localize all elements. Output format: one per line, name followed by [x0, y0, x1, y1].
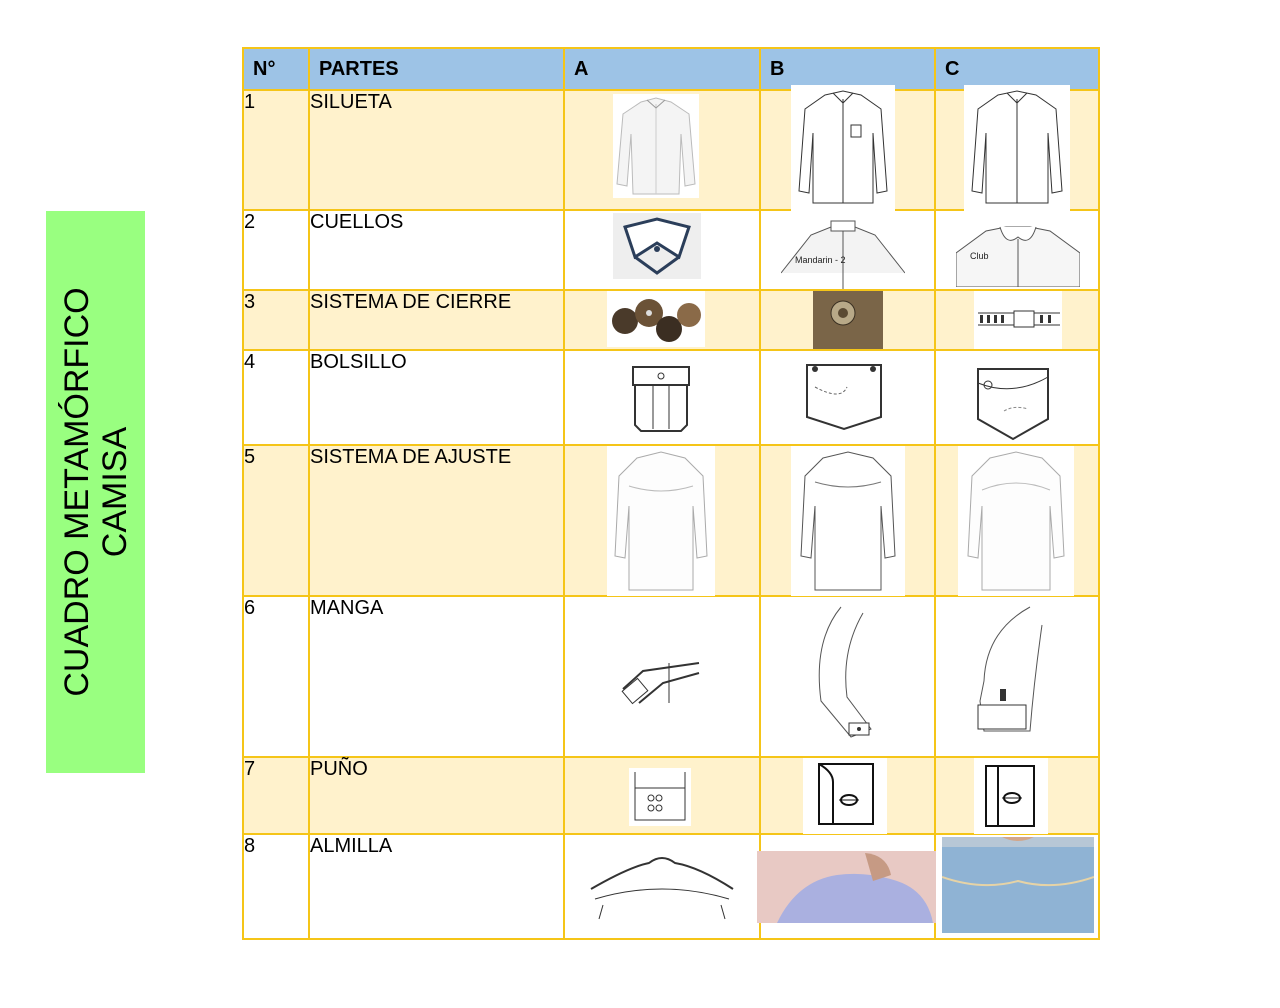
shirt-back-icon — [958, 446, 1074, 596]
metamorphic-table — [242, 47, 1100, 940]
cell-b — [760, 350, 935, 445]
cell-b — [760, 757, 935, 834]
snap-button-icon — [813, 291, 883, 349]
table-row — [243, 834, 1099, 939]
cuff-icon — [974, 758, 1048, 834]
table-row — [243, 290, 1099, 350]
sleeve-icon — [801, 601, 891, 753]
cell-a — [564, 757, 760, 834]
cell-b — [760, 210, 935, 290]
cuff-icon — [803, 758, 887, 834]
yoke-photo-icon — [942, 837, 1094, 933]
row-part: CUELLOS — [309, 210, 564, 290]
cell-c — [935, 757, 1099, 834]
shirt-photo-icon — [613, 94, 699, 198]
cell-b — [760, 834, 935, 939]
row-number: 5 — [243, 445, 309, 596]
pocket-icon — [631, 363, 691, 433]
yoke-sketch-icon — [589, 849, 735, 921]
row-number: 6 — [243, 596, 309, 757]
cuff-icon — [629, 768, 691, 826]
row-part: MANGA — [309, 596, 564, 757]
header-num: N° — [243, 48, 309, 90]
cell-c — [935, 445, 1099, 596]
row-part: BOLSILLO — [309, 350, 564, 445]
cell-a — [564, 90, 760, 210]
cell-a — [564, 445, 760, 596]
club-collar-icon — [956, 217, 1080, 287]
row-number: 2 — [243, 210, 309, 290]
table-row — [243, 445, 1099, 596]
cell-b — [760, 596, 935, 757]
header-a: A — [564, 48, 760, 90]
cell-c — [935, 290, 1099, 350]
yoke-photo-icon — [757, 851, 941, 923]
pocket-icon — [974, 363, 1052, 443]
sleeve-cuff-icon — [619, 653, 703, 709]
collar-icon — [613, 213, 701, 279]
header-parts: PARTES — [309, 48, 564, 90]
cell-c — [935, 90, 1099, 210]
shirt-back-icon — [791, 446, 905, 596]
cell-a — [564, 290, 760, 350]
table-row — [243, 596, 1099, 757]
shirt-sketch-icon — [791, 85, 895, 211]
cell-c — [935, 210, 1099, 290]
shirt-sketch-icon — [964, 85, 1070, 211]
row-number: 8 — [243, 834, 309, 939]
cell-a — [564, 210, 760, 290]
side-title-line-2: CAMISA — [95, 426, 134, 558]
collar-b-label: Mandarin - 2 — [795, 255, 846, 265]
row-part: SILUETA — [309, 90, 564, 210]
row-number: 4 — [243, 350, 309, 445]
cell-b — [760, 290, 935, 350]
sleeve-icon — [970, 601, 1066, 751]
row-part: SISTEMA DE CIERRE — [309, 290, 564, 350]
side-title — [58, 287, 134, 696]
header-c: C — [935, 48, 1099, 90]
shirt-back-icon — [607, 446, 715, 596]
row-part: ALMILLA — [309, 834, 564, 939]
table-row — [243, 350, 1099, 445]
cell-a — [564, 596, 760, 757]
collar-c-label: Club — [970, 251, 989, 261]
cell-c — [935, 834, 1099, 939]
cell-b — [760, 90, 935, 210]
table-row — [243, 210, 1099, 290]
row-number: 1 — [243, 90, 309, 210]
cell-a — [564, 350, 760, 445]
row-number: 7 — [243, 757, 309, 834]
row-part: PUÑO — [309, 757, 564, 834]
table-row — [243, 90, 1099, 210]
side-title-line-1: CUADRO METAMÓRFICO — [57, 287, 96, 697]
cell-c — [935, 350, 1099, 445]
mandarin-collar-icon — [781, 213, 905, 289]
buttons-icon — [607, 291, 705, 347]
cell-c — [935, 596, 1099, 757]
cell-a — [564, 834, 760, 939]
cell-b — [760, 445, 935, 596]
side-title-panel — [46, 211, 145, 773]
pocket-icon — [801, 357, 887, 433]
table-header-row — [243, 48, 1099, 90]
row-number: 3 — [243, 290, 309, 350]
row-part: SISTEMA DE AJUSTE — [309, 445, 564, 596]
zipper-icon — [974, 291, 1062, 349]
header-b: B — [760, 48, 935, 90]
table-row — [243, 757, 1099, 834]
